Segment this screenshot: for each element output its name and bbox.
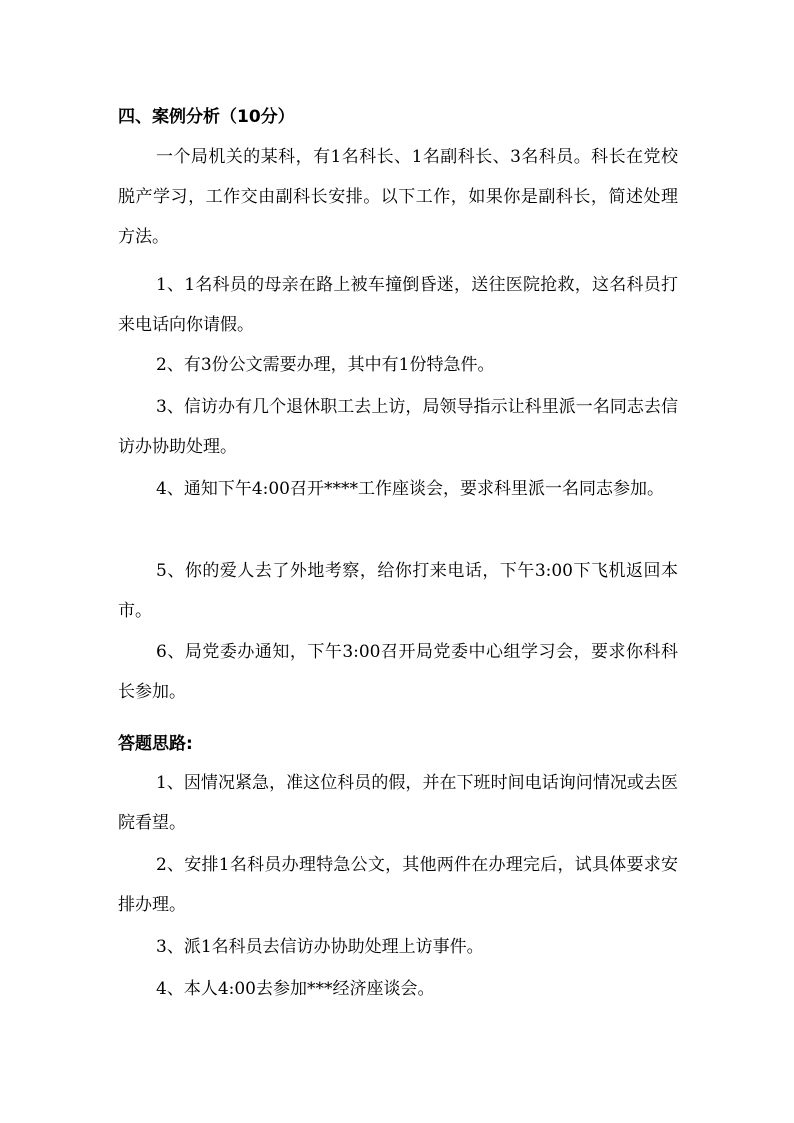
case-item-3: 3、信访办有几个退休职工去上访，局领导指示让科里派一名同志去信访办协助处理。 bbox=[118, 397, 678, 457]
case-item-2: 2、有3份公文需要办理，其中有1份特急件。 bbox=[156, 355, 495, 375]
answer-title: 答题思路: bbox=[118, 734, 193, 754]
case-item-4: 4、通知下午4:00召开****工作座谈会，要求科里派一名同志参加。 bbox=[156, 479, 664, 499]
case-item-1: 1、1名科员的母亲在路上被车撞倒昏迷，送往医院抢救，这名科员打来电话向你请假。 bbox=[118, 275, 678, 335]
case-item-5: 5、你的爱人去了外地考察，给你打来电话，下午3:00下飞机返回本市。 bbox=[118, 561, 678, 621]
intro-paragraph: 一个局机关的某科，有1名科长、1名副科长、3名科员。科长在党校脱产学习，工作交由副科长安排。以下工作，如果你是副科长，简述处理方法。 bbox=[118, 147, 678, 247]
answer-item-2: 2、安排1名科员办理特急公文，其他两件在办理完后，试具体要求安排办理。 bbox=[118, 855, 678, 915]
section-title: 四、案例分析（10分） bbox=[118, 107, 295, 127]
case-item-6: 6、局党委办通知，下午3:00召开局党委中心组学习会，要求你科科长参加。 bbox=[118, 642, 678, 702]
answer-item-1: 1、因情况紧急，准这位科员的假，并在下班时间电话询问情况或去医院看望。 bbox=[118, 773, 678, 833]
answer-item-4: 4、本人4:00去参加***经济座谈会。 bbox=[156, 979, 435, 999]
answer-item-3: 3、派1名科员去信访办协助处理上访事件。 bbox=[156, 937, 484, 957]
